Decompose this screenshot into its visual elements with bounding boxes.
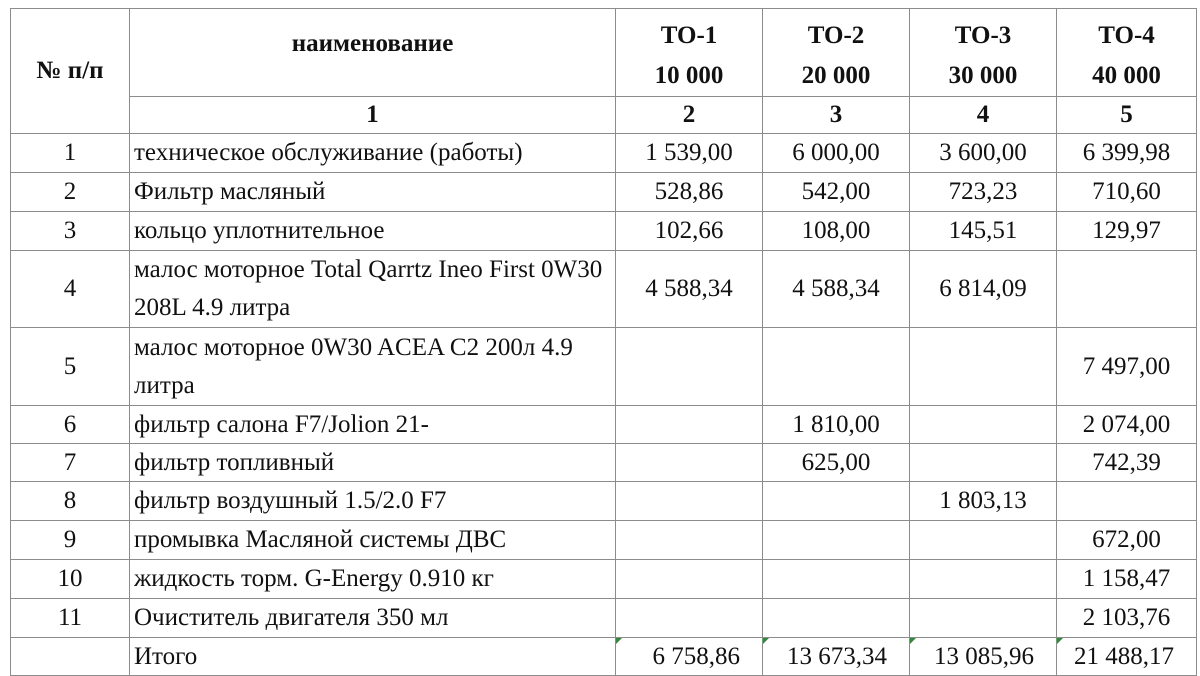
- item-name[interactable]: кольцо уплотнительное: [130, 212, 616, 251]
- header-to3[interactable]: [910, 9, 1057, 97]
- row-number[interactable]: 4: [11, 251, 130, 328]
- table-row: [11, 444, 1197, 482]
- table-row: [11, 406, 1197, 444]
- to3-value[interactable]: [910, 560, 1057, 599]
- total-to3[interactable]: 13 085,96: [910, 638, 1057, 676]
- index-cell[interactable]: 1: [130, 97, 616, 134]
- total-label[interactable]: Итого: [130, 638, 616, 676]
- spreadsheet: [10, 8, 1197, 676]
- to3-mileage: 30 000: [948, 62, 1018, 89]
- to1-value[interactable]: [616, 599, 763, 638]
- item-name[interactable]: фильтр воздушный 1.5/2.0 F7: [130, 482, 616, 521]
- header-to1[interactable]: [616, 9, 763, 97]
- row-number[interactable]: 3: [11, 212, 130, 251]
- table-row: [11, 134, 1197, 173]
- maintenance-cost-table: [10, 8, 1197, 676]
- to2-value[interactable]: 6 000,00: [763, 134, 910, 173]
- row-number[interactable]: 11: [11, 599, 130, 638]
- to2-value[interactable]: [763, 328, 910, 406]
- total-number-cell[interactable]: [11, 638, 130, 676]
- index-cell[interactable]: 3: [763, 97, 910, 134]
- index-cell[interactable]: 4: [910, 97, 1057, 134]
- to3-value[interactable]: 3 600,00: [910, 134, 1057, 173]
- to2-value[interactable]: 4 588,34: [763, 251, 910, 328]
- to2-value[interactable]: 1 810,00: [763, 406, 910, 444]
- to2-value[interactable]: [763, 521, 910, 560]
- to2-value[interactable]: [763, 560, 910, 599]
- header-name[interactable]: наименование: [130, 9, 616, 97]
- to4-mileage: 40 000: [1092, 62, 1161, 89]
- to3-value[interactable]: [910, 444, 1057, 482]
- to3-value[interactable]: [910, 328, 1057, 406]
- item-name[interactable]: промывка Масляной системы ДВС: [130, 521, 616, 560]
- table-row: [11, 599, 1197, 638]
- table-row: [11, 560, 1197, 599]
- to2-value[interactable]: [763, 482, 910, 521]
- to2-name: ТО-2: [807, 22, 865, 49]
- to4-value[interactable]: 2 074,00: [1057, 406, 1197, 444]
- to2-value[interactable]: [763, 599, 910, 638]
- to3-value[interactable]: [910, 599, 1057, 638]
- to3-value[interactable]: [910, 521, 1057, 560]
- row-number[interactable]: 2: [11, 173, 130, 212]
- item-name[interactable]: техническое обслуживание (работы): [130, 134, 616, 173]
- to2-value[interactable]: 542,00: [763, 173, 910, 212]
- to2-value[interactable]: 625,00: [763, 444, 910, 482]
- to2-mileage: 20 000: [801, 62, 871, 89]
- item-name[interactable]: фильтр салона F7/Jolion 21-: [130, 406, 616, 444]
- item-name[interactable]: фильтр топливный: [130, 444, 616, 482]
- total-to4[interactable]: 21 488,17: [1057, 638, 1197, 676]
- row-number[interactable]: 10: [11, 560, 130, 599]
- index-row: [11, 97, 1197, 134]
- to4-value[interactable]: [1057, 251, 1197, 328]
- item-name[interactable]: малос моторное Total Qarrtz Ineo First 0W30 208L 4.9 литра: [130, 251, 616, 328]
- to4-value[interactable]: 742,39: [1057, 444, 1197, 482]
- total-row: [11, 638, 1197, 676]
- to3-name: ТО-3: [954, 22, 1012, 49]
- to4-value[interactable]: 7 497,00: [1057, 328, 1197, 406]
- total-to2[interactable]: 13 673,34: [763, 638, 910, 676]
- to3-value[interactable]: 145,51: [910, 212, 1057, 251]
- header-to2[interactable]: [763, 9, 910, 97]
- row-number[interactable]: 5: [11, 328, 130, 406]
- header-row: [11, 9, 1197, 97]
- item-name[interactable]: жидкость торм. G-Energy 0.910 кг: [130, 560, 616, 599]
- to3-value[interactable]: 723,23: [910, 173, 1057, 212]
- to1-value[interactable]: 1 539,00: [616, 134, 763, 173]
- to1-name: ТО-1: [660, 22, 718, 49]
- to4-value[interactable]: 710,60: [1057, 173, 1197, 212]
- table-row: [11, 482, 1197, 521]
- row-number[interactable]: 1: [11, 134, 130, 173]
- table-row: [11, 212, 1197, 251]
- index-cell[interactable]: 5: [1057, 97, 1197, 134]
- to1-value[interactable]: [616, 521, 763, 560]
- to1-value[interactable]: [616, 406, 763, 444]
- to4-value[interactable]: 1 158,47: [1057, 560, 1197, 599]
- row-number[interactable]: 6: [11, 406, 130, 444]
- to4-value[interactable]: 2 103,76: [1057, 599, 1197, 638]
- row-number[interactable]: 7: [11, 444, 130, 482]
- index-cell[interactable]: 2: [616, 97, 763, 134]
- item-name[interactable]: Очиститель двигателя 350 мл: [130, 599, 616, 638]
- table-row: [11, 173, 1197, 212]
- to1-mileage: 10 000: [654, 62, 724, 89]
- item-name[interactable]: Фильтр масляный: [130, 173, 616, 212]
- row-number[interactable]: 8: [11, 482, 130, 521]
- to3-value[interactable]: 1 803,13: [910, 482, 1057, 521]
- to4-name: ТО-4: [1098, 22, 1155, 49]
- to3-value[interactable]: [910, 406, 1057, 444]
- to4-value[interactable]: [1057, 482, 1197, 521]
- total-to1[interactable]: 6 758,86: [616, 638, 763, 676]
- to4-value[interactable]: 6 399,98: [1057, 134, 1197, 173]
- to2-value[interactable]: 108,00: [763, 212, 910, 251]
- to3-value[interactable]: 6 814,09: [910, 251, 1057, 328]
- to1-value[interactable]: 4 588,34: [616, 251, 763, 328]
- item-name[interactable]: малос моторное 0W30 ACEA C2 200л 4.9 литра: [130, 328, 616, 406]
- to1-value[interactable]: [616, 444, 763, 482]
- to1-value[interactable]: 528,86: [616, 173, 763, 212]
- to1-value[interactable]: [616, 328, 763, 406]
- to4-value[interactable]: 672,00: [1057, 521, 1197, 560]
- table-row: [11, 328, 1197, 406]
- table-row: [11, 521, 1197, 560]
- header-to4[interactable]: [1057, 9, 1197, 97]
- row-number[interactable]: 9: [11, 521, 130, 560]
- to1-value[interactable]: [616, 560, 763, 599]
- table-row: [11, 251, 1197, 328]
- header-num[interactable]: № п/п: [11, 9, 130, 134]
- to1-value[interactable]: 102,66: [616, 212, 763, 251]
- to4-value[interactable]: 129,97: [1057, 212, 1197, 251]
- to1-value[interactable]: [616, 482, 763, 521]
